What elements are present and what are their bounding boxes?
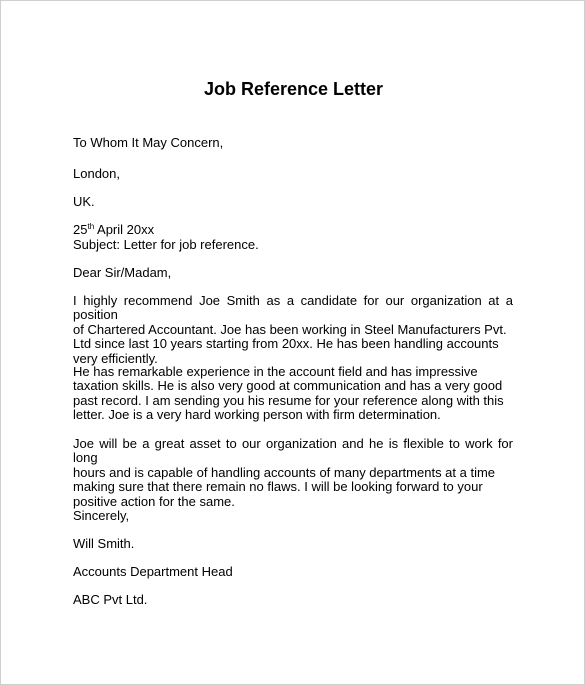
address-city: London, [73, 166, 120, 181]
paragraph-line: He has remarkable experience in the account field and has impressive [73, 364, 478, 379]
paragraph-line: very efficiently. [73, 350, 158, 366]
paragraph-line: past record. I am sending you his resume for your reference along with this [73, 392, 504, 408]
body-paragraph-1 [73, 294, 513, 366]
body-paragraph-3 [73, 437, 513, 509]
letter-greeting: Dear Sir/Madam, [73, 265, 172, 280]
salutation-line: To Whom It May Concern, [73, 135, 224, 150]
signer-name: Will Smith. [73, 536, 135, 551]
paragraph-line: letter. Joe is a very hard working person with firm determination. [73, 407, 441, 423]
paragraph-line: Ltd since last 10 years starting from 20xx. He has been handling accounts [73, 336, 499, 352]
paragraph-line: Joe will be a great asset to our organization and he is flexible to work for long [73, 436, 513, 466]
paragraph-line: taxation skills. He is also very good at communication and has a very good [73, 378, 503, 394]
signer-title: Accounts Department Head [73, 564, 233, 579]
paragraph-line: of Chartered Accountant. Joe has been working in Steel Manufacturers Pvt. [73, 321, 507, 337]
paragraph-line: making sure that there remain no flaws. I will be looking forward to your [73, 479, 483, 495]
letter-date [73, 223, 154, 237]
date-day: 25 [73, 222, 88, 237]
body-paragraph-2 [73, 365, 513, 423]
paragraph-line: positive action for the same. [73, 493, 235, 509]
letter-closing: Sincerely, [73, 508, 130, 523]
paragraph-line: I highly recommend Joe Smith as a candidate for our organization at a position [73, 293, 513, 323]
address-country: UK. [73, 194, 95, 209]
paragraph-line: hours and is capable of handling accounts of many departments at a time [73, 464, 496, 480]
company-name: ABC Pvt Ltd. [73, 592, 148, 607]
date-rest: April 20xx [94, 222, 155, 237]
date-suffix: th [87, 222, 95, 231]
letter-title: Job Reference Letter [203, 79, 384, 99]
letter-subject: Subject: Letter for job reference. [73, 237, 259, 252]
